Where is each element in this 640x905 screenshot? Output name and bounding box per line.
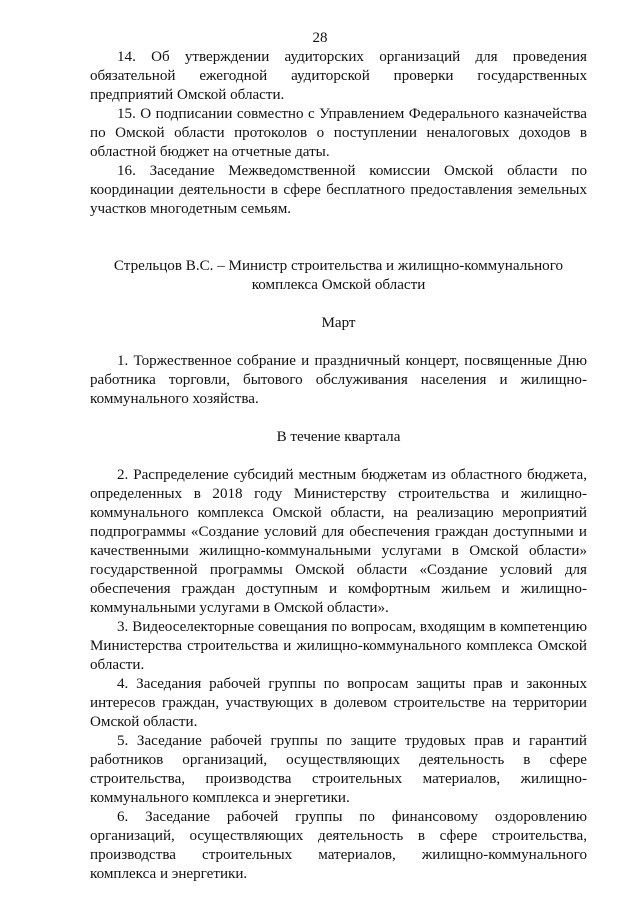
spacer bbox=[90, 219, 587, 257]
list-item-15: 15. О подписании совместно с Управлением Федерального казначейства по Омской области протоколов о поступлении неналоговых доходов в областной бюджет на отчетные даты. bbox=[90, 106, 587, 160]
list-item-6: 6. Заседание рабочей группы по финансовому оздоровлению организаций, осуществляющих деятельность в сфере строительства, производства строительных материалов, жилищно-коммунального комплекса и энергетики. bbox=[90, 809, 587, 882]
month-title: Март bbox=[321, 315, 356, 331]
list-item-2: 2. Распределение субсидий местным бюджетам из областного бюджета, определенных в 2018 году Министерству строительства и жилищно-коммунального комплекса Омской области, на реализацию мероприятий подпрограммы «Создание условий для обеспечения граждан доступными и качественными жилищно-коммунальными услугами в Омской области» государственной программы Омской области «Создание условий для обеспечения граждан доступным и комфортным жильем и жилищно-коммунальными услугами в Омской области». bbox=[90, 467, 587, 616]
list-item-5: 5. Заседание рабочей группы по защите трудовых прав и гарантий работников организаций, осуществляющих деятельность в сфере строительства, производства строительных материалов, жилищно-коммунального комплекса и энергетики. bbox=[90, 733, 587, 806]
spacer bbox=[90, 333, 587, 352]
list-item-1: 1. Торжественное собрание и праздничный концерт, посвященные Дню работника торговли, бытового обслуживания населения и жилищно-коммунального хозяйства. bbox=[90, 353, 587, 407]
page-number: 28 bbox=[312, 30, 328, 46]
list-item-16: 16. Заседание Межведомственной комиссии Омской области по координации деятельности в сфере бесплатного предоставления земельных участков многодетным семьям. bbox=[90, 163, 587, 217]
spacer bbox=[90, 447, 587, 466]
list-item-14: 14. Об утверждении аудиторских организаций для проведения обязательной ежегодной аудиторской проверки государственных предприятий Омской области. bbox=[90, 49, 587, 103]
spacer bbox=[90, 409, 587, 428]
section-heading-line1: Стрельцов В.С. – Министр строительства и жилищно-коммунального bbox=[113, 258, 564, 274]
section-heading-line2: комплекса Омской области bbox=[251, 277, 426, 293]
spacer bbox=[90, 295, 587, 314]
quarter-title: В течение квартала bbox=[276, 429, 401, 445]
document-body bbox=[90, 48, 587, 884]
list-item-3: 3. Видеоселекторные совещания по вопросам, входящим в компетенцию Министерства строительства и жилищно-коммунального комплекса Омской области. bbox=[90, 619, 587, 673]
list-item-4: 4. Заседания рабочей группы по вопросам защиты прав и законных интересов граждан, участвующих в долевом строительстве на территории Омской области. bbox=[90, 676, 587, 730]
